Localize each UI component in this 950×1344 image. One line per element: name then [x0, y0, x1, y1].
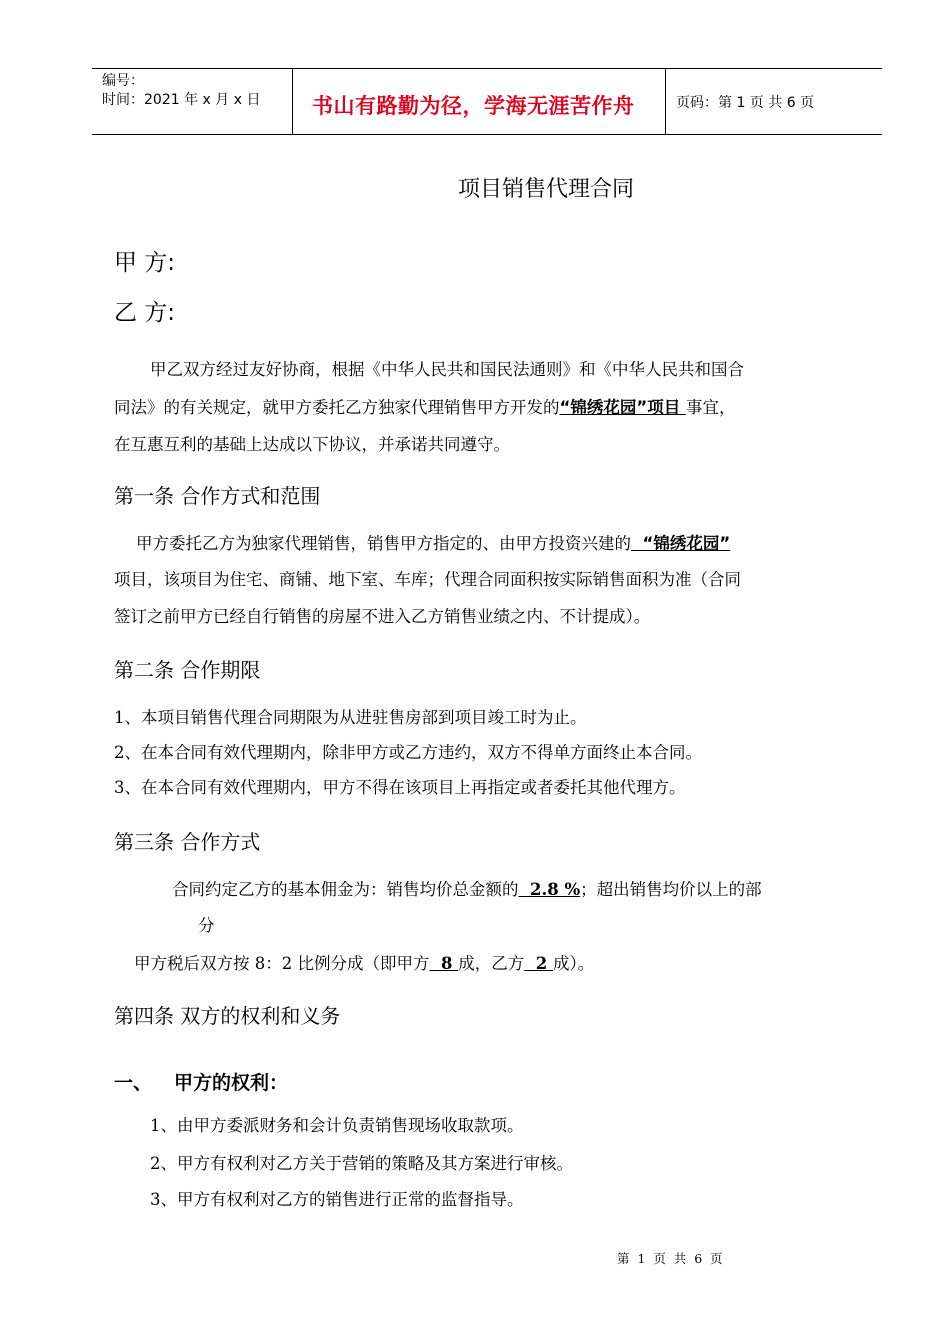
share-party-b: 2	[524, 954, 553, 973]
document-number-label: 编号：	[102, 73, 144, 89]
commission-line	[172, 872, 762, 908]
party-a-right-item: 1、由甲方委派财务和会计负责销售现场收取款项。	[150, 1116, 524, 1135]
party-a-label: 甲 方:	[114, 250, 176, 276]
article-2-item: 3、在本合同有效代理期内，甲方不得在该项目上再指定或者委托其他代理方。	[114, 778, 686, 797]
article-1-line: 项目，该项目为住宅、商铺、地下室、车库；代理合同面积按实际销售面积为准（合同	[114, 570, 741, 589]
document-title: 项目销售代理合同	[458, 177, 635, 202]
article-2-item: 1、本项目销售代理合同期限为从进驻售房部到项目竣工时为止。	[114, 708, 587, 727]
header-divider-right	[665, 68, 666, 135]
header-top-rule	[92, 68, 882, 69]
article-1-line: 签订之前甲方已经自行销售的房屋不进入乙方销售业绩之内、不计提成）。	[114, 607, 651, 626]
header-motto: 书山有路勤为径，学海无涯苦作舟	[312, 94, 635, 118]
document-time: 时间：2021 年 x 月 x 日	[102, 92, 261, 108]
article-4-heading: 第四条 双方的权利和义务	[114, 1004, 341, 1028]
share-text: 成）。	[552, 954, 595, 973]
header-page-info: 页码：第 1 页 共 6 页	[676, 95, 815, 111]
intro-line	[114, 390, 735, 426]
article-1-heading: 第一条 合作方式和范围	[114, 484, 321, 508]
header-divider-left	[292, 68, 293, 135]
share-text: 甲方税后双方按 8：2 比例分成（即甲方	[134, 954, 430, 973]
share-ratio-line	[134, 946, 594, 982]
article-2-item: 2、在本合同有效代理期内，除非甲方或乙方违约，双方不得单方面终止本合同。	[114, 743, 702, 762]
article-1-text: 甲方委托乙方为独家代理销售，销售甲方指定的、由甲方投资兴建的	[136, 534, 631, 553]
intro-line: 甲乙双方经过友好协商，根据《中华人民共和国民法通则》和《中华人民共和国合	[150, 360, 744, 379]
party-a-right-item: 2、甲方有权利对乙方关于营销的策略及其方案进行审核。	[150, 1154, 573, 1173]
sub-heading-number: 一、	[114, 1072, 153, 1094]
page-footer: 第 1 页 共 6 页	[617, 1251, 723, 1266]
header-bottom-rule	[92, 134, 882, 135]
commission-line-continued: 分	[198, 916, 215, 935]
project-name-underlined: “锦绣花园”项目	[559, 398, 686, 417]
share-party-a: 8	[429, 954, 459, 973]
project-name-underlined: “锦绣花园”	[631, 534, 731, 553]
intro-text: 同法》的有关规定，就甲方委托乙方独家代理销售甲方开发的	[114, 398, 560, 417]
share-text: 成，乙方	[458, 954, 525, 973]
commission-text: ；超出销售均价以上的部	[580, 880, 762, 899]
article-2-heading: 第二条 合作期限	[114, 658, 261, 682]
party-b-label: 乙 方:	[114, 300, 176, 326]
party-a-right-item: 3、甲方有权利对乙方的销售进行正常的监督指导。	[150, 1190, 524, 1209]
commission-text: 合同约定乙方的基本佣金为：销售均价总金额的	[172, 880, 519, 899]
party-a-rights-heading: 甲方的权利：	[174, 1072, 289, 1094]
article-3-heading: 第三条 合作方式	[114, 830, 261, 854]
article-1-line	[136, 526, 730, 562]
intro-line: 在互惠互利的基础上达成以下协议，并承诺共同遵守。	[114, 435, 510, 454]
intro-text: 事宜，	[685, 398, 736, 417]
commission-rate: 2.8 %	[518, 880, 581, 899]
